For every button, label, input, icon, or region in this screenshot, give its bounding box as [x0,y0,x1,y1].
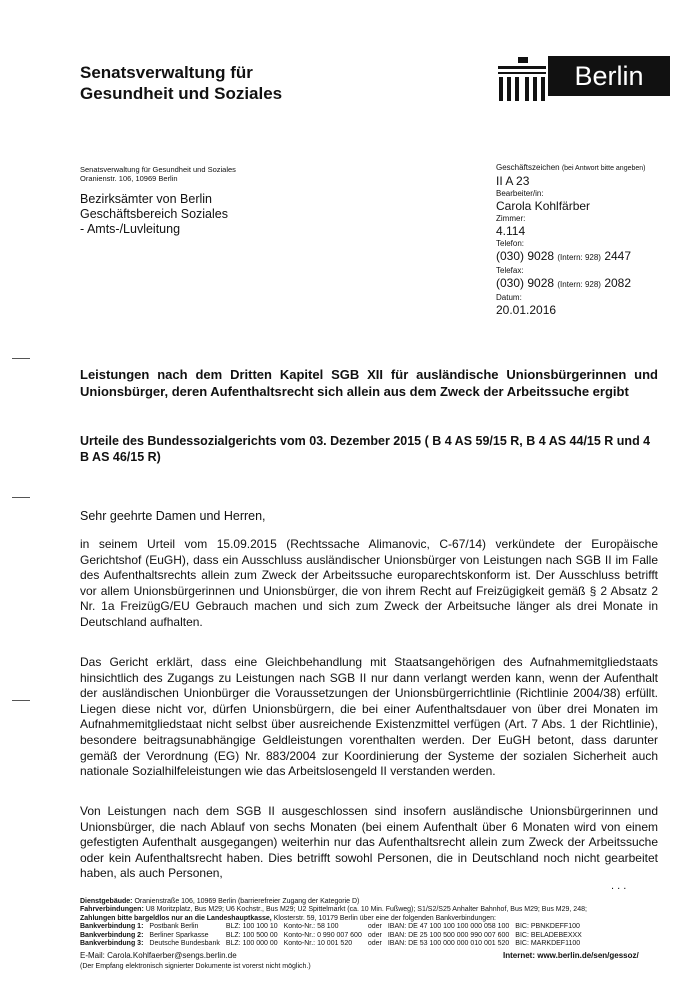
footer-building [80,898,680,906]
letter-footer [80,898,680,948]
footer-internet: Internet: www.berlin.de/sen/gessoz/ [503,951,639,960]
room-value: 4.114 [496,224,526,238]
phone-label: Telefon: [496,239,525,248]
bank-label: Bankverbindung 2: [80,931,144,939]
logo-wordmark: Berlin [548,56,670,96]
reference-block [496,163,681,318]
phone-intern: (Intern: 928) [557,253,601,262]
return-address-line-2: Oranienstr. 106, 10969 Berlin [80,174,178,183]
fax-label: Telefax: [496,266,524,275]
brandenburg-gate-icon [496,55,548,103]
bank-bic: BIC: MARKDEF1100 [515,940,581,948]
recipient-line-3: - Amts-/Luvleitung [80,222,181,236]
recipient-line-2: Geschäftsbereich Soziales [80,207,228,221]
bank-iban: IBAN: DE 25 100 500 000 990 007 600 [387,931,510,939]
date-value: 20.01.2016 [496,303,557,317]
footer-payments [80,915,680,923]
recipient-address [80,192,228,237]
bank-iban: IBAN: DE 53 100 000 000 010 001 520 [387,940,510,948]
footer-transport [80,906,680,914]
fax-prefix: (030) 9028 [496,276,555,290]
body-paragraph: in seinem Urteil vom 15.09.2015 (Rechtssache Alimanovic, C-67/14) verkündete der Europäische Gerichtshof (EuGH), dass ein Ausschluss ausländischer Unionsbürger von Leistungen nach SGB II im Falle des Aufenthaltsrechts allein zum Zweck der Arbeitssuche europarechtskonform ist. Der Ausschluss betrifft vor allem Unionsbürgerinnen und Unionsbürger, die von ihrem Recht auf Freizügigkeit gemäß § 2 Absatz 2 Nr. 1a FreizügG/EU Gebrauch machen und sich zum Zweck der Arbeitsuche länger als drei Monate in Deutschland aufhalten. [80,537,658,629]
bank-oder: oder [367,940,382,948]
building-value: Oranienstraße 106, 10969 Berlin (barrierefreier Zugang der Kategorie D) [134,898,360,905]
phone-prefix: (030) 9028 [496,249,555,263]
bank-name: Berliner Sparkasse [149,931,209,939]
bank-name: Postbank Berlin [149,923,199,931]
payments-value: Klosterstr. 59, 10179 Berlin über eine der folgenden Bankverbindungen: [273,914,496,922]
return-address-line-1: Senatsverwaltung für Gesundheit und Soziales [80,165,236,174]
continuation-mark: . . . [611,880,627,892]
body-paragraph: Das Gericht erklärt, dass eine Gleichbehandlung mit Staatsangehörigen des Aufnahmemitgliedstaats hinsichtlich des Zugangs zu Leistungen nach SGB II nur dann verlangt werden kann, wenn der Aufenthalt der ausländischen Unionbürger die Voraussetzungen der Unionsbürgerrichtlinie (Richtlinie 2004/38) erfüllt. Liegen diese nicht vor, dürfen Unionsbürgern, die bei einer Aufenthaltsdauer von über drei Monaten im Aufnahmemitgliedstaat nicht selbst über ausreichende Existenzmittel verfügen (Art. 7 Abs. 1 der Richtlinie), besondere beitragsunabhängige Geldleistungen vorenthalten werden. Der EuGH betont, dass darunter gemäß der Verordnung (EG) Nr. 883/2004 zur Koordinierung der Systeme der sozialen Sicherheit auch nationale Sozialhilfeleistungen wie das Arbeitslosengeld II verstanden werden. [80,655,658,779]
fax-intern: (Intern: 928) [557,280,601,289]
bank-oder: oder [367,931,382,939]
bank-konto: Konto-Nr.: 10 001 520 [283,940,353,948]
fax-ext: 2082 [604,276,632,290]
punch-mark [12,497,30,498]
bank-konto: Konto-Nr.: 0 990 007 600 [283,931,362,939]
ref-label: Geschäftszeichen [496,163,560,172]
bank-row [80,932,588,940]
footer-email: E-Mail: Carola.Kohlfaerber@sengs.berlin.de [80,951,237,960]
fax-value [496,276,681,292]
bank-table [80,923,588,948]
sender-line-1: Senatsverwaltung für [80,63,253,82]
footer-note: (Der Empfang elektronisch signierter Dokumente ist vorerst nicht möglich.) [80,963,311,970]
sender-name [80,62,282,104]
transport-label: Fahrverbindungen: [80,906,144,914]
bank-label: Bankverbindung 1: [80,923,144,931]
room-label: Zimmer: [496,214,526,223]
salutation: Sehr geehrte Damen und Herren, [80,509,266,523]
bank-blz: BLZ: 100 000 00 [225,940,278,948]
ref-value: II A 23 [496,174,530,188]
letter-subject: Leistungen nach dem Dritten Kapitel SGB XII für ausländische Unionsbürgerinnen und Unionsbürger, deren Aufenthaltsrecht sich allein aus dem Zweck der Arbeitssuche ergibt [80,367,658,399]
sender-line-2: Gesundheit und Soziales [80,84,283,103]
bank-oder: oder [367,923,382,931]
bank-row [80,940,588,948]
bank-label: Bankverbindung 3: [80,940,144,948]
fold-mark [12,700,30,701]
fold-mark [12,358,30,359]
recipient-line-1: Bezirksämter von Berlin [80,192,212,206]
bank-name: Deutsche Bundesbank [149,940,220,948]
return-address [80,165,236,183]
bank-bic: BIC: PBNKDEFF100 [515,923,580,931]
phone-value [496,249,681,265]
clerk-label: Bearbeiter/in: [496,189,544,198]
date-label: Datum: [496,293,522,302]
ref-hint: (bei Antwort bitte angeben) [561,165,646,172]
body-paragraph: Von Leistungen nach dem SGB II ausgeschlossen sind insofern ausländische Unionsbürgerinnen und Unionsbürger, die nach Ablauf von sechs Monaten (bei einem Aufenthalt über 6 Monaten wird von einem gefestigten Aufenthalt ausgegangen) weiterhin nur das Aufenthaltsrecht allein zum Zweck der Arbeitssuche oder kein Aufenthaltsrecht haben. Dies betrifft sowohl Personen, die in Deutschland noch nicht gearbeitet haben, als auch Personen, [80,804,658,881]
transport-value: U8 Moritzplatz, Bus M29; U6 Kochstr., Bus M29; U2 Spittelmarkt (ca. 10 Min. Fußweg); S1/S2/S25 Anhalter Bahnhof, Bus M29; Bus M29, 248; [145,906,587,914]
bank-konto: Konto-Nr.: 58 100 [283,923,339,931]
bank-row [80,923,588,931]
berlin-logo [496,55,671,103]
phone-ext: 2447 [604,249,632,263]
clerk-value: Carola Kohlfärber [496,199,591,213]
bank-blz: BLZ: 100 100 10 [225,923,278,931]
letter-reference-line: Urteile des Bundessozialgerichts vom 03. Dezember 2015 ( B 4 AS 59/15 R, B 4 AS 44/15 R und 4 B AS 46/15 R) [80,434,651,464]
bank-iban: IBAN: DE 47 100 100 100 000 058 100 [387,923,510,931]
building-label: Dienstgebäude: [80,898,133,905]
bank-bic: BIC: BELADEBEXXX [515,931,582,939]
bank-blz: BLZ: 100 500 00 [225,931,278,939]
payments-label: Zahlungen bitte bargeldlos nur an die Landeshauptkasse, [80,914,272,922]
